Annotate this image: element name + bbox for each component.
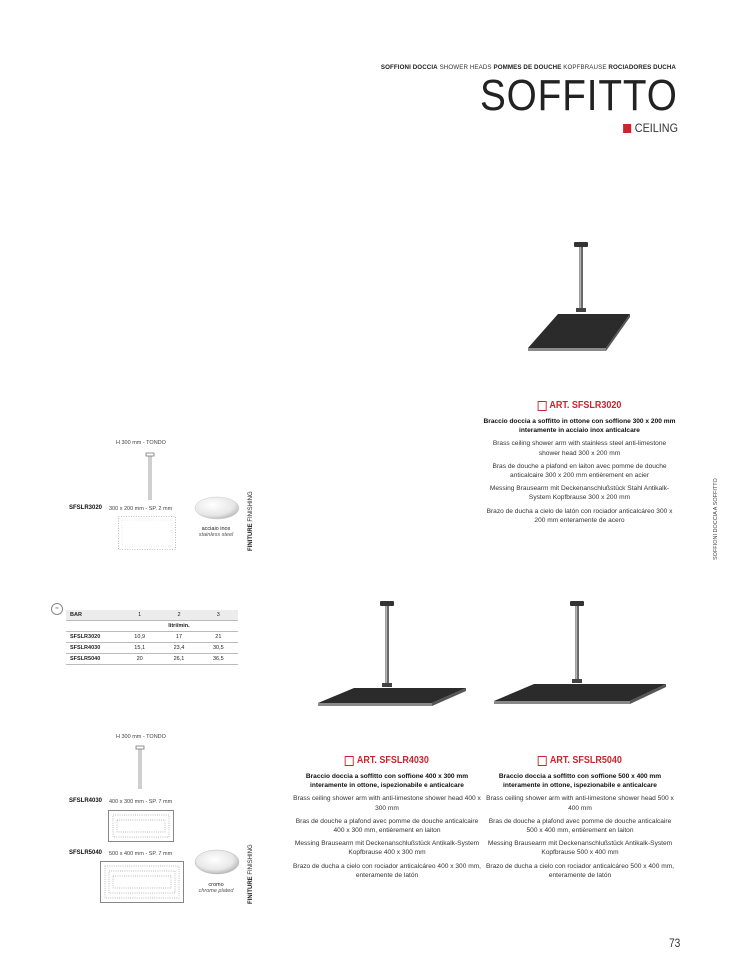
cat-de: KOPFBRAUSE [563,64,607,71]
art-label: ART. SFSLR4030 [356,755,429,767]
cell: 26,1 [159,654,198,665]
code-sfslr5040: SFSLR5040 [69,850,103,856]
arm-label-2: H 300 mm - TONDO [116,734,166,740]
cat-en: SHOWER HEADS [439,64,492,71]
checkbox-icon [538,401,547,411]
finiture-bold: FINITURE [248,523,254,551]
cat-es: ROCIADORES DUCHA [608,64,676,71]
finish-label-steel [188,526,244,538]
shower-head-grid-drawing-500 [100,861,184,903]
red-square-icon [623,124,631,133]
flow-icon: ≈ [51,603,63,615]
cell: 23,4 [159,643,198,654]
finish-en: stainless steel [198,532,234,538]
arm-drawing [144,452,156,502]
art-code [495,756,666,766]
finish-swatch-steel [194,495,240,521]
desc-en: Brass ceiling shower arm with stainless steel anti-limestone shower head 300 x 200 mm [492,440,667,457]
cell: 10,9 [120,632,159,643]
desc-de: Messing Brausearm mit Deckenanschlußstück Antikalk-System Kopfbrause 500 x 400 mm [487,840,673,857]
product-sfslr4030 [292,756,482,884]
table-row [66,643,238,654]
desc-fr: Bras de douche a plafond en laiton avec pomme de douche anticalcaire 300 x 200 mm entièrement en acier [492,462,667,480]
finiture-rest: FINISHING [248,844,254,875]
cell: 20 [120,654,159,665]
art-code [492,401,668,411]
code-sfslr3020: SFSLR3020 [69,505,103,511]
cat-it: SOFFIONI DOCCIA [380,64,438,71]
dims-sfslr4030: 400 x 300 mm - SP. 7 mm [109,799,173,805]
shower-head-grid-drawing-400 [108,810,174,842]
page-subtitle [623,121,678,135]
finish-swatch-chrome [194,848,240,876]
cell: 15,1 [120,643,159,654]
table-row [66,632,238,643]
finish-it: cromo [208,882,224,888]
table-unit-row [66,621,238,632]
product-sfslr5040 [485,756,675,884]
desc-it: Braccio doccia a soffitto con soffione 400 x 300 mm interamente in ottone, ispezionabile e anticalcare [305,773,469,790]
cell: SFSLR4030 [66,643,120,654]
shower-head-grid-drawing [118,516,176,550]
finish-en: chrome plated [198,888,234,894]
category-line [381,64,676,71]
desc-fr: Bras de douche a plafond avec pomme de douche anticalcaire 400 x 300 mm, entièrement en laiton [295,817,479,835]
unit-empty [66,621,120,632]
checkbox-icon [345,756,354,766]
finiture-bold: FINITURE [248,876,254,904]
finiture-label [248,491,254,551]
desc-es: Brazo de ducha a cielo con rociador anticalcáreo 400 x 300 mm, enteramente de latón [292,862,482,879]
finish-it: acciaio inox [201,526,231,532]
art-label: ART. SFSLR3020 [549,400,622,412]
desc-fr: Bras de douche a plafond avec pomme de douche anticalcaire 500 x 400 mm, entièrement en laiton [488,817,672,835]
th-1: 1 [120,610,159,621]
desc-it: Braccio doccia a soffitto con soffione 500 x 400 mm interamente in ottone, ispezionabile e anticalcare [498,773,662,790]
art-label: ART. SFSLR5040 [549,755,622,767]
dims-sfslr3020: 300 x 200 mm - SP. 2 mm [109,506,173,512]
finiture-rest: FINISHING [248,491,254,522]
page-title: SOFFITTO [480,71,678,120]
desc-it: Braccio doccia a soffitto in ottone con soffione 300 x 200 mm interamente in acciaio inox anticalcare [483,418,676,435]
finiture-label-2 [248,844,254,904]
flow-table [66,610,238,665]
th-3: 3 [199,610,238,621]
checkbox-icon [538,756,547,766]
cell: SFSLR3020 [66,632,120,643]
product-sfslr3020 [482,401,677,529]
art-code [302,756,473,766]
table-row [66,654,238,665]
page-number: 73 [669,936,681,950]
cell: 17 [159,632,198,643]
unit-label: litri/min. [120,621,238,632]
code-sfslr4030: SFSLR4030 [69,798,103,804]
desc-en: Brass ceiling shower arm with anti-limestone shower head 400 x 300 mm [293,795,481,812]
product-image-sfslr5040 [490,595,670,741]
desc-es: Brazo de ducha a cielo de latón con rociador anticalcáreo 300 x 200 mm enteramente de acero [486,507,673,524]
arm-drawing-2 [134,745,146,791]
cell: 36,5 [199,654,238,665]
desc-es: Brazo de ducha a cielo con rociador anticalcáreo 500 x 400 mm, enteramente de latón [485,862,675,879]
product-image-sfslr3020 [518,238,642,366]
finish-label-chrome [188,882,244,894]
subtitle-text: CEILING [634,121,678,135]
cell: SFSLR5040 [66,654,120,665]
th-2: 2 [159,610,198,621]
table-header-row [66,610,238,621]
dims-sfslr5040: 500 x 400 mm - SP. 7 mm [109,851,173,857]
cat-fr: POMMES DE DOUCHE [493,64,562,71]
side-label: SOFFIONI DOCCIA A SOFFITTO [713,478,719,560]
arm-label: H 300 mm - TONDO [116,440,166,446]
th-bar: BAR [66,610,120,621]
desc-en: Brass ceiling shower arm with anti-limestone shower head 500 x 400 mm [486,795,674,812]
desc-de: Messing Brausearm mit Deckenanschlußstück Stahl Antikalk-System Kopfbrause 300 x 200 mm [489,485,670,502]
product-image-sfslr4030 [310,595,470,741]
cell: 21 [199,632,238,643]
cell: 30,5 [199,643,238,654]
desc-de: Messing Brausearm mit Deckenanschlußstück Antikalk-System Kopfbrause 400 x 300 mm [294,840,480,857]
